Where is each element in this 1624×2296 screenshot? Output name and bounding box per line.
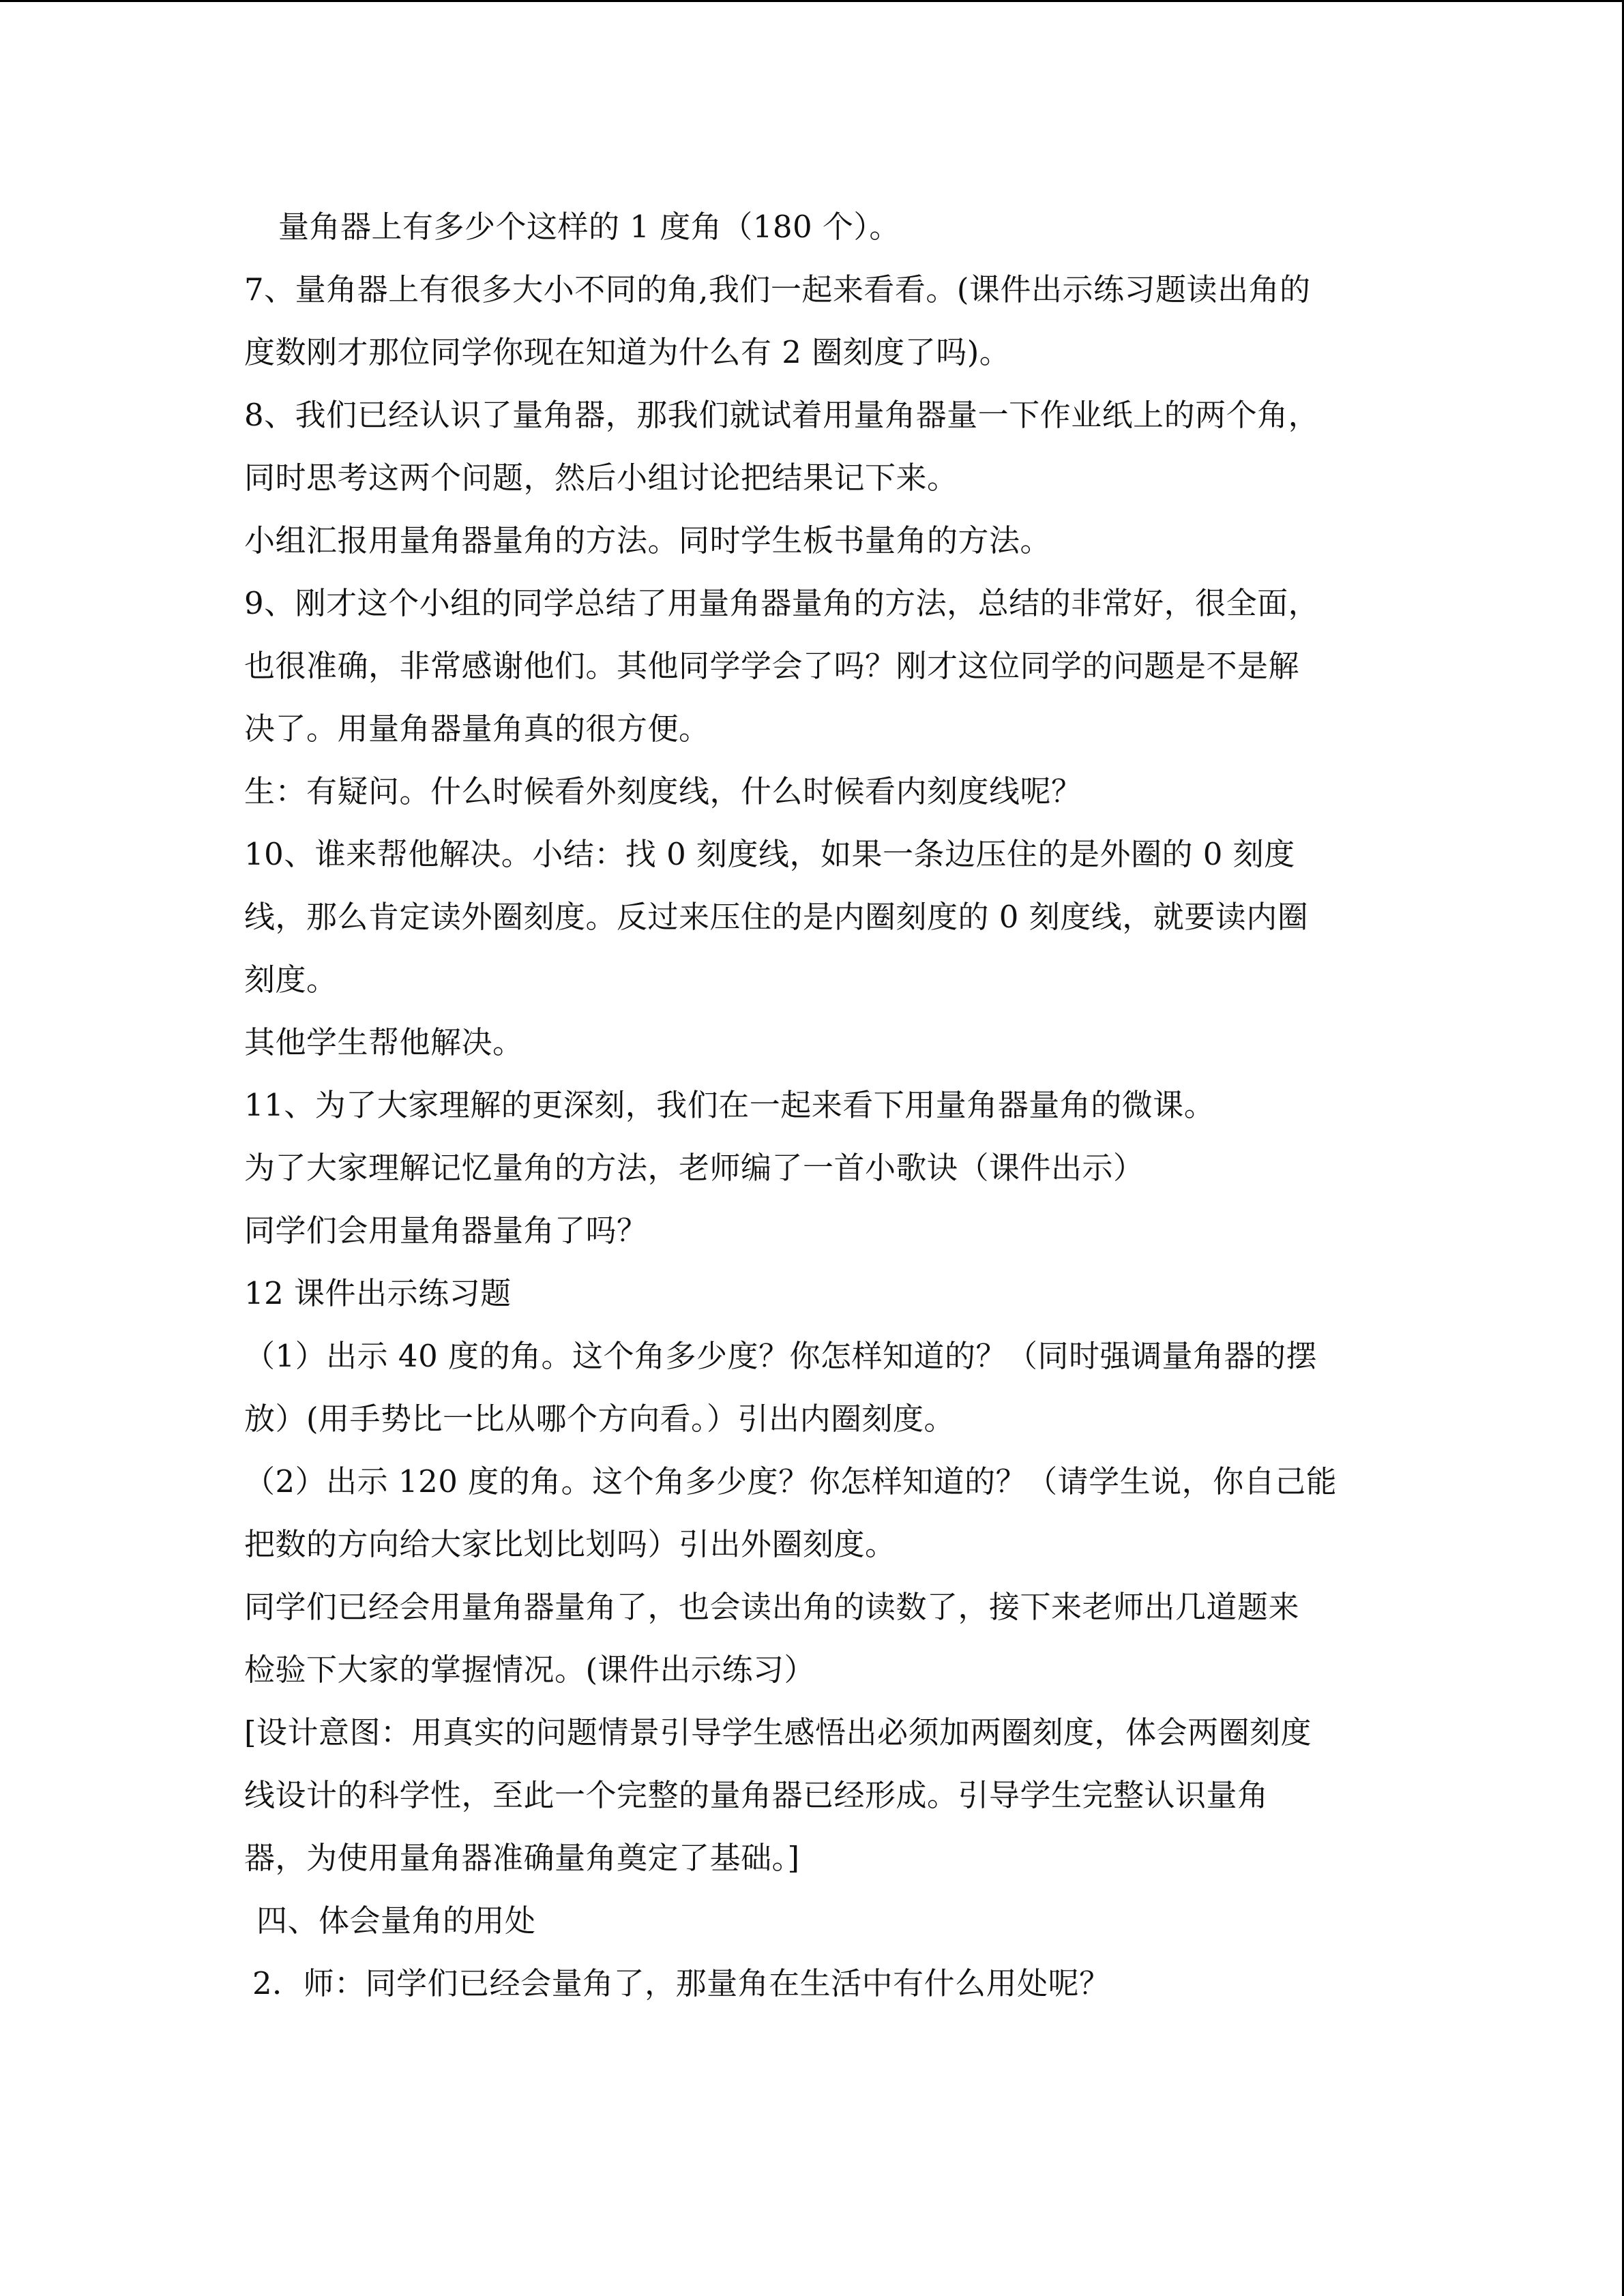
- text-line-15: 11、为了大家理解的更深刻，我们在一起来看下用量角器量角的微课。: [244, 1087, 1215, 1123]
- page-border-top: [0, 0, 1624, 2]
- text-line-27: 器，为使用量角器准确量角奠定了基础。]: [244, 1840, 800, 1876]
- text-line-3: 度数刚才那位同学你现在知道为什么有 2 圈刻度了吗)。: [244, 334, 1011, 370]
- text-line-23: 同学们已经会用量角器量角了，也会读出角的读数了，接下来老师出几道题来: [244, 1589, 1300, 1625]
- text-line-22: 把数的方向给大家比划比划吗）引出外圈刻度。: [244, 1526, 896, 1562]
- text-line-5: 同时思考这两个问题，然后小组讨论把结果记下来。: [244, 460, 958, 496]
- document-body: [244, 196, 1390, 2015]
- text-line-20: 放）(用手势比一比从哪个方向看。）引出内圈刻度。: [244, 1401, 956, 1437]
- text-line-2: 7、量角器上有很多大小不同的角,我们一起来看看。(课件出示练习题读出角的: [244, 271, 1311, 308]
- text-line-21: （2）出示 120 度的角。这个角多少度？你怎样知道的？（请学生说，你自己能: [244, 1463, 1338, 1500]
- text-line-6: 小组汇报用量角器量角的方法。同时学生板书量角的方法。: [244, 522, 1052, 558]
- text-line-13: 刻度。: [244, 961, 338, 998]
- text-line-14: 其他学生帮他解决。: [244, 1024, 524, 1060]
- text-line-18: 12 课件出示练习题: [244, 1275, 512, 1311]
- text-line-26: 线设计的科学性，至此一个完整的量角器已经形成。引导学生完整认识量角: [244, 1777, 1269, 1813]
- text-line-9: 决了。用量角器量角真的很方便。: [244, 711, 710, 747]
- text-line-11: 10、谁来帮他解决。小结：找 0 刻度线，如果一条边压住的是外圈的 0 刻度: [244, 836, 1295, 872]
- text-line-12: 线，那么肯定读外圈刻度。反过来压住的是内圈刻度的 0 刻度线，就要读内圈: [244, 899, 1309, 935]
- text-line-19: （1）出示 40 度的角。这个角多少度？你怎样知道的？（同时强调量角器的摆: [244, 1338, 1318, 1374]
- text-line-24: 检验下大家的掌握情况。(课件出示练习）: [244, 1652, 816, 1688]
- text-line-8: 也很准确，非常感谢他们。其他同学学会了吗？刚才这位同学的问题是不是解: [244, 648, 1300, 684]
- section-heading: 四、体会量角的用处: [256, 1903, 536, 1939]
- text-line-17: 同学们会用量角器量角了吗？: [244, 1212, 648, 1249]
- text-line-25: [设计意图：用真实的问题情景引导学生感悟出必须加两圈刻度，体会两圈刻度: [244, 1714, 1312, 1750]
- text-line-1: 量角器上有多少个这样的 1 度角（180 个）。: [278, 209, 900, 245]
- text-line-16: 为了大家理解记忆量角的方法，老师编了一首小歌诀（课件出示）: [244, 1150, 1145, 1186]
- text-line-7: 9、刚才这个小组的同学总结了用量角器量角的方法，总结的非常好，很全面，: [244, 585, 1320, 621]
- text-line-10: 生：有疑问。什么时候看外刻度线，什么时候看内刻度线呢？: [244, 773, 1082, 809]
- text-line-29: 2．师：同学们已经会量角了，那量角在生活中有什么用处呢？: [252, 1965, 1110, 2001]
- text-line-4: 8、我们已经认识了量角器，那我们就试着用量角器量一下作业纸上的两个角，: [244, 397, 1320, 433]
